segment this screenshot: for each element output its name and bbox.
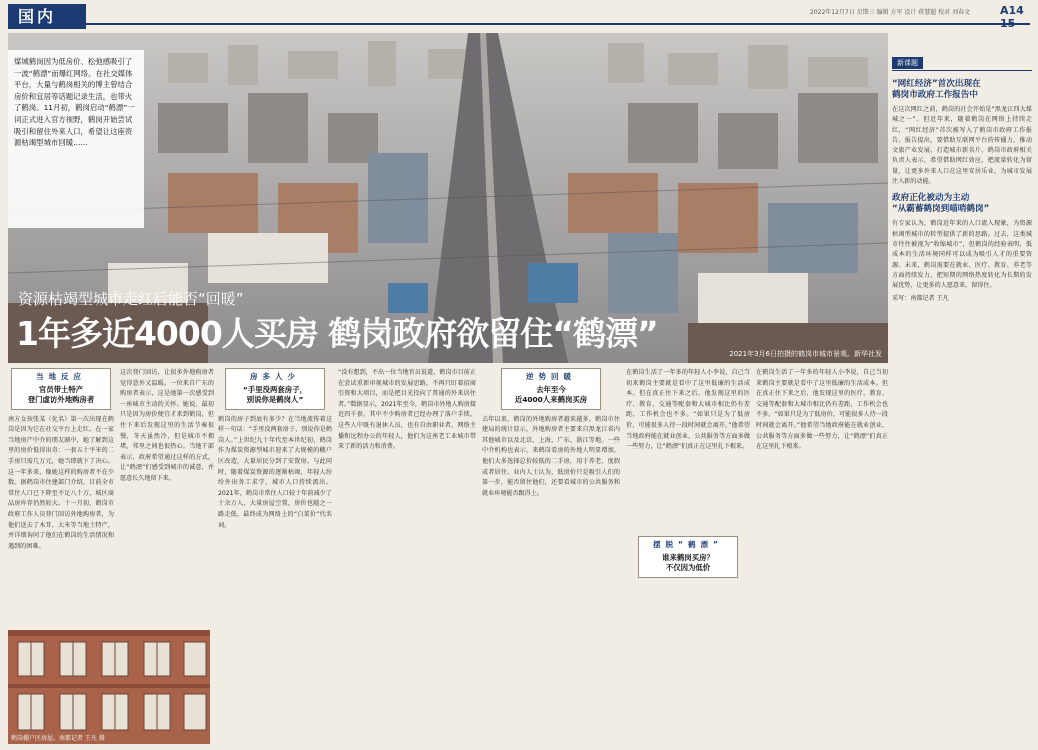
column-1	[8, 368, 114, 626]
photo-caption: 2021年3月6日拍摄的鹤岗市城市景观。新华社发	[729, 350, 882, 358]
column-7-text: 在鹤岗生活了一年多的年轻人小李说，自己当初来鹤岗主要就是看中了这里低廉的生活成本。但在真正住下来之后，他发现这里的医疗、教育、交通等配套和大城市相比仍有差距，工作机会也不多。“如果只是为了低房价，可能很多人待一段时间就会离开。”他希望当地政府能在就业创业、公共服务等方面多做一些努力，让“鹤漂”们真正在这里扎下根来。	[756, 369, 888, 451]
right-title-2: 政府正化被动为主动 “从霸蓄鹤岗到喵哨鹤岗”	[892, 193, 990, 215]
column-4	[338, 368, 476, 744]
column-6-text-top: 在鹤岗生活了一年多的年轻人小李说，自己当初来鹤岗主要就是看中了这里低廉的生活成本。但在真正住下来之后，他发现这里的医疗、教育、交通等配套和大城市相比仍有差距，工作机会也不多。“如果只是为了低房价，可能很多人待一段时间就会离开。”他希望当地政府能在就业创业、公共服务等方面多做一些努力，让“鹤漂”们真正在这里扎下根来。	[626, 369, 750, 451]
byline: 采写：南都记者 王凡	[892, 295, 949, 303]
right-text-1: 在这次网红之前，鹤岗的社会开始是“黑龙江四大煤城之一”。但近年来，随着鹤岗在网络上持续走红，“网红经济”首次被写入了鹤岗市政府工作报告。报告提出，要借助互联网平台的传播力，推动文旅产业发展，打造城市新名片。鹤岗市政府相关负责人表示，希望借助网红效应，把流量转化为留量，让更多外来人口在这里安居乐业，为城市发展注入新的动能。	[892, 106, 1032, 186]
headline: 1年多近4000人买房 鹤岗政府欲留住“鹤漂”	[16, 314, 658, 353]
bottom-photo-caption: 鹤岗棚户区房屋。南都记者 王凡 摄	[11, 735, 105, 742]
column-5	[482, 368, 620, 744]
right-column	[892, 33, 1032, 745]
column-5-text: 去年以来，鹤岗的外地购房者越来越多。鹤岗市住建局的统计显示，外地购房者主要来自黑龙江省内其他城市以及北京、上海、广东、浙江等地。一些中介机构也表示，来鹤岗看房的外地人明显增加，他们大多选择总价较低的二手房，用于养老、度假或者居住。业内人士认为，低房价只是吸引人们的第一步，能否留住他们，还要看城市的公共服务和就业环境能否跟得上。	[482, 415, 620, 497]
right-text-2: 有专家认为，鹤岗近年来的人口流入现象，为资源枯竭型城市的转型提供了新的思路。过去，这类城市往往被视为“收缩城市”，但鹤岗的经验表明，低成本的生活环境同样可以成为吸引人才的重要资源。未来，鹤岗需要在就业、医疗、教育、养老等方面持续发力，把短期的网络热度转化为长期的发展优势，让更多的人愿意来、留得住。	[892, 220, 1032, 290]
headline-kicker: 资源枯竭型城市走红后能否“回暖”	[18, 290, 244, 308]
header-rule	[86, 23, 1030, 25]
bottom-photo	[8, 630, 210, 744]
building-illustration	[8, 630, 210, 744]
section-box-3	[501, 368, 601, 410]
section-box-1	[11, 368, 111, 410]
column-6	[626, 368, 750, 744]
section-box-4	[638, 536, 738, 578]
right-column-rule	[892, 70, 1032, 71]
section-tag-4: 摆脱“鹤漂”	[653, 540, 723, 549]
section-tag-3: 逆势回暖	[526, 372, 576, 381]
right-title-1: “网红经济”首次出现在 鹤岗市政府工作报告中	[892, 79, 981, 100]
column-7	[756, 368, 888, 744]
column-1-text: 南方女孩张某（化名）第一次出现在鹤岗是因为它在社交平台上走红。在一家当地房产中介的朋友圈中，她了解到这里的房价低得出奇：一套五十平米的二手房只需几万元，她当即就下了决心。这一年多来，像她这样的购房者不在少数。据鹤岗市住建部门介绍，目前全市常住人口已下降至不足八十万，城区商品房库存仍然较大。十一月初，鹤岗市政府工作人员登门回访外地购房者，为他们送去了木耳、大米等当地土特产，并详细询问了他们在鹤岗的生活情况和遇到的困难。	[8, 415, 114, 550]
column-2	[120, 368, 214, 626]
section-tab: 国内	[8, 4, 86, 29]
section-title-1: 官员带土特产 登门虚访外地购房者	[27, 384, 95, 404]
column-2-text: 这次登门回访，让很多外地购房者觉得意外又温暖。一位来自广东的购房者表示，这是她第一次感受到一座城市主动的关怀。她说，最初只是因为房价便宜才来到鹤岗，但住下来后发现这里的生活节奏很慢，冬天虽然冷，但是城市不拥堵，邻里之间也很热心。当地干部表示，政府希望通过这样的方式，让“鹤漂”们感受到城市的诚意，并愿意长久地留下来。	[120, 369, 214, 482]
column-3	[218, 368, 332, 744]
section-title-3: 去年至今 近4000人来鹤岗买房	[514, 384, 588, 404]
lead-paragraph: 煤城鹤岗因为低房价、松弛感吸引了一波“鹤漂”而爆红网络。在社交媒体平台，大量与鹤岗相关的博主曾结合房价和宜居等话题记录生活，也带火了鹤岗。11月初，鹤岗启动“鹤漂”一词正式进入官方视野，鹤岗开始尝试吸引和留住外来人口，希望让这座资源枯竭型城市回暖……	[8, 50, 144, 228]
column-3-text: 鹤岗的房子到底有多少？在当地流传着这样一句话：“手里没两套房子，别说你是鹤岗人。”上世纪九十年代至本世纪初，鹤岗作为煤炭资源型城市迎来了大规模的棚户区改造，大量居民分到了安置房。与此同时，随着煤炭资源的逐渐枯竭，年轻人纷纷外出务工求学，城市人口持续流出。2021年，鹤岗市常住人口较十年前减少了十余万人，大量房屋空置，房价也随之一路走低，最终成为网络上的“白菜价”代名词。	[218, 415, 332, 529]
section-box-2	[225, 368, 325, 410]
page-number: A14 15	[1000, 4, 1024, 30]
section-title-4: 谁来鹤岗买房？ 不仅因为低价	[662, 552, 714, 572]
header-meta: 2022年12月7日 星期三 编辑 方军 设计 蒋慧超 校对 刘春文	[810, 9, 971, 16]
section-tag-1: 当地反应	[36, 372, 86, 381]
section-title-2: “手里没两套房子， 别说你是鹤岗人”	[243, 384, 307, 404]
section-tag-2: 房多人少	[250, 372, 300, 381]
right-column-tag: 新课题	[892, 57, 923, 69]
column-4-text: “没有想到，不出一位当地官员说道，鹤岗市目前正在尝试重新审视城市的发展思路，不再只盯着招商引资和大项目，而是把目光投向了普通的外来居住者。”数据显示，2021年至今，鹤岗市外地人购房接近四千套，其中不少购房者已经办理了落户手续。这些人中既有退休人员，也有自由职业者、网络主播和远程办公的年轻人，他们为这座老工业城市带来了新的活力和消费。	[338, 369, 476, 451]
